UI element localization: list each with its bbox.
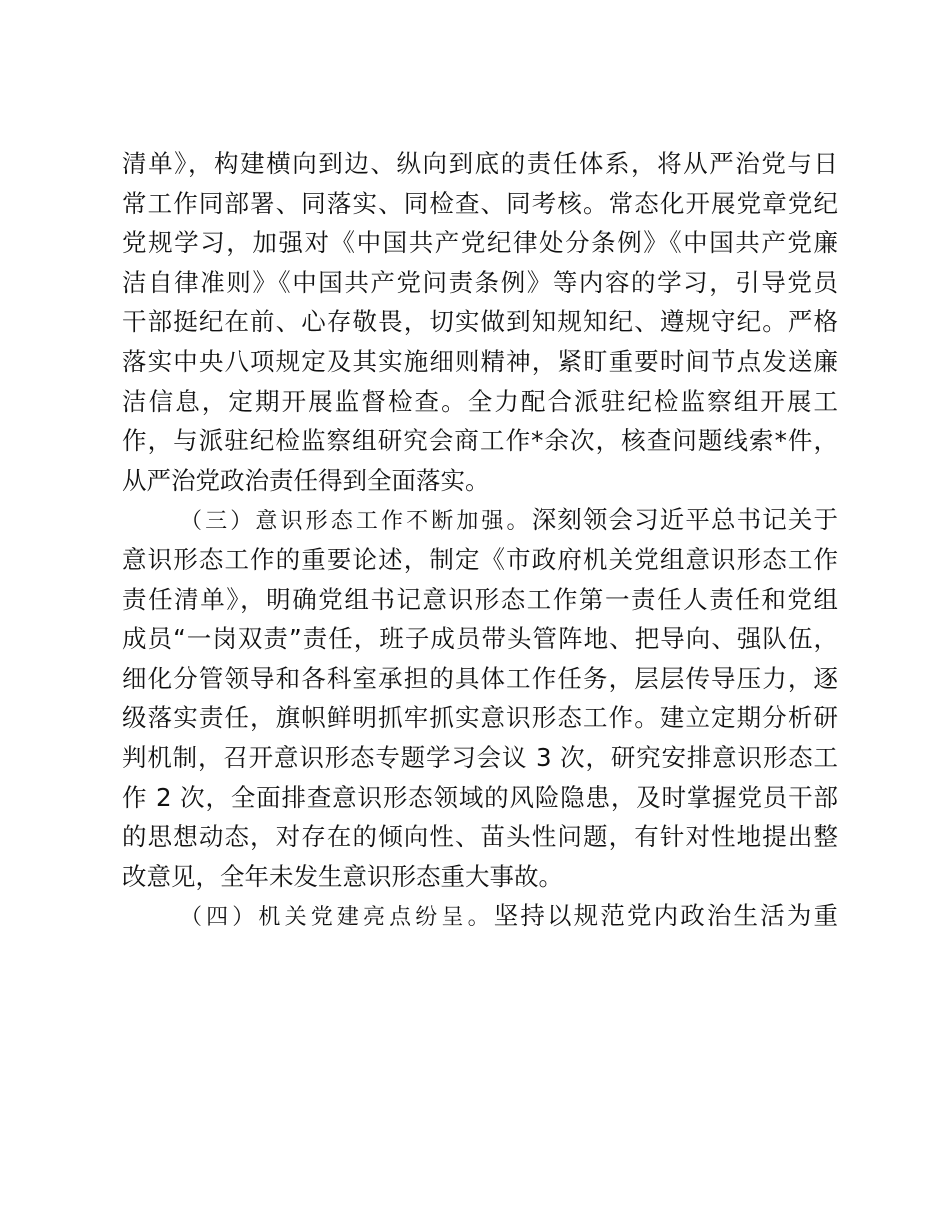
- paragraph-line: 责任清单》，明确党组书记意识形态工作第一责任人责任和党组: [122, 584, 838, 614]
- paragraph-line: 作，与派驻纪检监察组研究会商工作*余次，核查问题线索*件，: [122, 426, 838, 456]
- paragraph-line: 细化分管领导和各科室承担的具体工作任务，层层传导压力，逐: [122, 663, 838, 693]
- section-4-first-line: [122, 896, 838, 936]
- paragraph-line: 洁自律准则》《中国共产党问责条例》等内容的学习，引导党员: [122, 267, 838, 297]
- section-3-heading: （三）意识形态工作不断加强。: [180, 509, 532, 535]
- paragraph-line: 从严治党政治责任得到全面落实。: [122, 465, 490, 495]
- paragraph-line: 常工作同部署、同落实、同检查、同考核。常态化开展党章党纪: [122, 188, 838, 218]
- paragraph-line: 清单》，构建横向到边、纵向到底的责任体系，将从严治党与日: [122, 149, 838, 178]
- paragraph-line: 的思想动态，对存在的倾向性、苗头性问题，有针对性地提出整: [122, 822, 838, 852]
- paragraph-line: 干部挺纪在前、心存敬畏，切实做到知规知纪、遵规守纪。严格: [122, 307, 838, 337]
- paragraph-line: 改意见，全年未发生意识形态重大事故。: [122, 861, 563, 891]
- paragraph-line: 作 2 次，全面排查意识形态领域的风险隐患，及时掌握党员干部: [122, 782, 838, 812]
- section-4-lead-text: 坚持以规范党内政治生活为重: [493, 901, 838, 931]
- paragraph-line: 级落实责任，旗帜鲜明抓牢抓实意识形态工作。建立定期分析研: [122, 703, 838, 733]
- paragraph-line: 成员“一岗双责”责任，班子成员带头管阵地、把导向、强队伍，: [122, 624, 838, 654]
- paragraph-line: 判机制，召开意识形态专题学习会议 3 次，研究安排意识形态工: [122, 742, 838, 772]
- paragraph-line: 落实中央八项规定及其实施细则精神，紧盯重要时间节点发送廉: [122, 346, 838, 376]
- section-4-heading: （四）机关党建亮点纷呈。: [180, 905, 494, 931]
- paragraph-line: 洁信息，定期开展监督检查。全力配合派驻纪检监察组开展工: [122, 386, 838, 416]
- paragraph-line: 党规学习，加强对《中国共产党纪律处分条例》《中国共产党廉: [122, 228, 838, 258]
- body-text: [122, 144, 838, 936]
- section-3-first-line: [122, 500, 838, 540]
- paragraph-line: 意识形态工作的重要论述，制定《市政府机关党组意识形态工作: [122, 544, 838, 574]
- section-3-lead-text: 深刻领会习近平总书记关于: [531, 505, 838, 535]
